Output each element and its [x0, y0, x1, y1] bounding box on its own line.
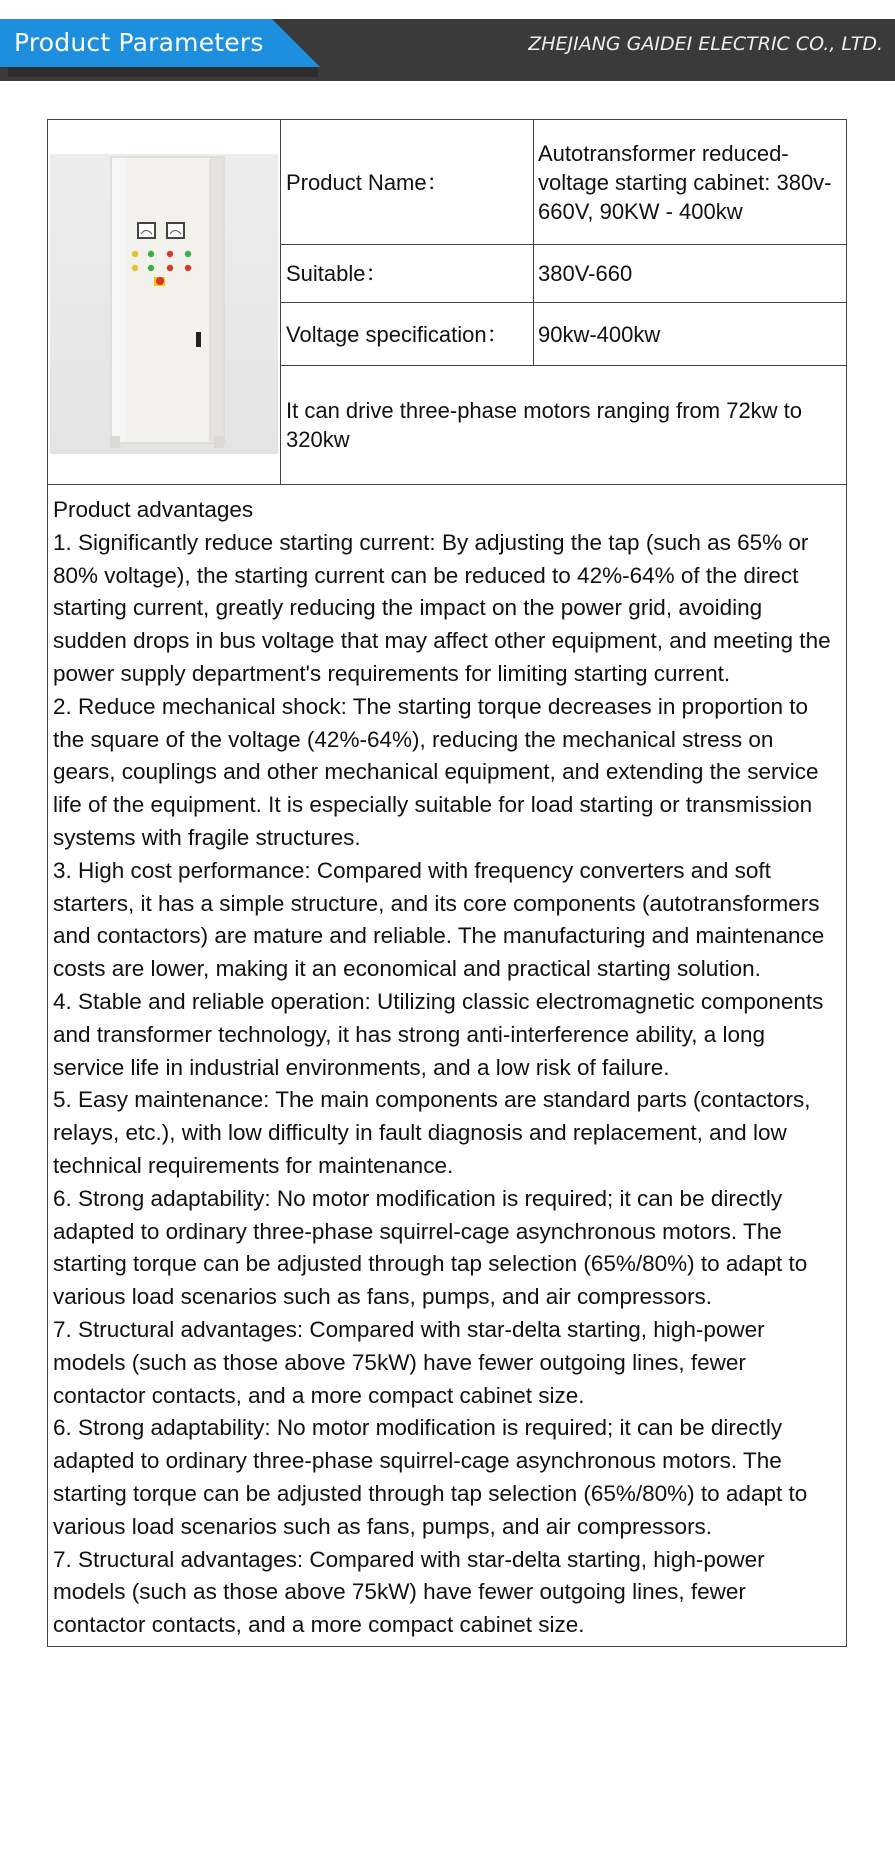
- company-name: ZHEJIANG GAIDEI ELECTRIC CO., LTD.: [528, 33, 883, 55]
- voltage-spec-label: Voltage specification：: [281, 303, 534, 365]
- product-spec-table: [47, 119, 847, 1647]
- advantage-item: 5. Easy maintenance: The main components are standard parts (contactors, relays, etc.), with low difficulty in fault diagnosis and replacement, and low technical requirements for maintenance.: [53, 1087, 811, 1178]
- motor-range-note: It can drive three-phase motors ranging from 72kw to 320kw: [286, 398, 803, 452]
- row-voltage-spec: [281, 303, 846, 366]
- row-product-name: [281, 120, 846, 245]
- page-title: Product Parameters: [14, 28, 264, 57]
- suitable-label: Suitable：: [281, 245, 534, 302]
- spec-top-section: [48, 120, 846, 485]
- product-name-label: Product Name：: [281, 120, 534, 244]
- advantages-heading: Product advantages: [53, 497, 254, 522]
- row-suitable: [281, 245, 846, 303]
- advantage-item: 6. Strong adaptability: No motor modification is required; it can be directly adapted to ordinary three-phase squirrel-cage asynchronous motors. The starting torque can be adjusted through tap selection (65%/80%) to adapt to various load scenarios such as fans, pumps, and air compressors.: [53, 1415, 808, 1539]
- advantage-item: 7. Structural advantages: Compared with star-delta starting, high-power models (such as those above 75kW) have fewer outgoing lines, fewer contactor contacts, and a more compact cabinet size.: [53, 1546, 765, 1638]
- advantages-section: [48, 485, 846, 1646]
- cabinet-photo-icon: [50, 154, 278, 454]
- suitable-value: 380V-660: [538, 261, 633, 286]
- row-motor-range: [281, 366, 846, 484]
- advantage-item: 6. Strong adaptability: No motor modification is required; it can be directly adapted to ordinary three-phase squirrel-cage asynchronous motors. The starting torque can be adjusted through tap selection (65%/80%) to adapt to various load scenarios such as fans, pumps, and air compressors.: [53, 1185, 808, 1310]
- header-banner: [0, 19, 895, 81]
- voltage-spec-value: 90kw-400kw: [538, 321, 661, 347]
- advantage-item: 4. Stable and reliable operation: Utilizing classic electromagnetic components and transformer technology, it has strong anti-interference ability, a long service life in industrial environments, and a low risk of failure.: [53, 988, 824, 1080]
- banner-tab-shadow: [8, 67, 318, 77]
- advantage-item: 7. Structural advantages: Compared with star-delta starting, high-power models (such as those above 75kW) have fewer outgoing lines, fewer contactor contacts, and a more compact cabinet size.: [53, 1316, 765, 1408]
- advantage-item: 1. Significantly reduce starting current: By adjusting the tap (such as 65% or 80% voltage), the starting current can be reduced to 42%-64% of the direct starting current, greatly reducing the impact on the power grid, avoiding sudden drops in bus voltage that may affect other equipment, and meeting the power supply department's requirements for limiting starting current.: [53, 529, 831, 686]
- product-photo: [50, 154, 278, 454]
- product-name-value: Autotransformer reduced-voltage starting cabinet: 380v- 660V, 90KW - 400kw: [538, 140, 832, 224]
- advantage-item: 2. Reduce mechanical shock: The starting torque decreases in proportion to the square of the voltage (42%-64%), reducing the mechanical stress on gears, couplings and other mechanical equipment, and extending the service life of the equipment. It is especially suitable for load starting or transmission systems with fragile structures.: [53, 693, 819, 850]
- parameter-cell: [281, 120, 846, 484]
- advantage-item: 3. High cost performance: Compared with frequency converters and soft starters, it has a simple structure, and its core components (autotransformers and contactors) are mature and reliable. The manufacturing and maintenance costs are lower, making it an economical and practical starting solution.: [53, 857, 825, 982]
- product-image-cell: [48, 120, 281, 484]
